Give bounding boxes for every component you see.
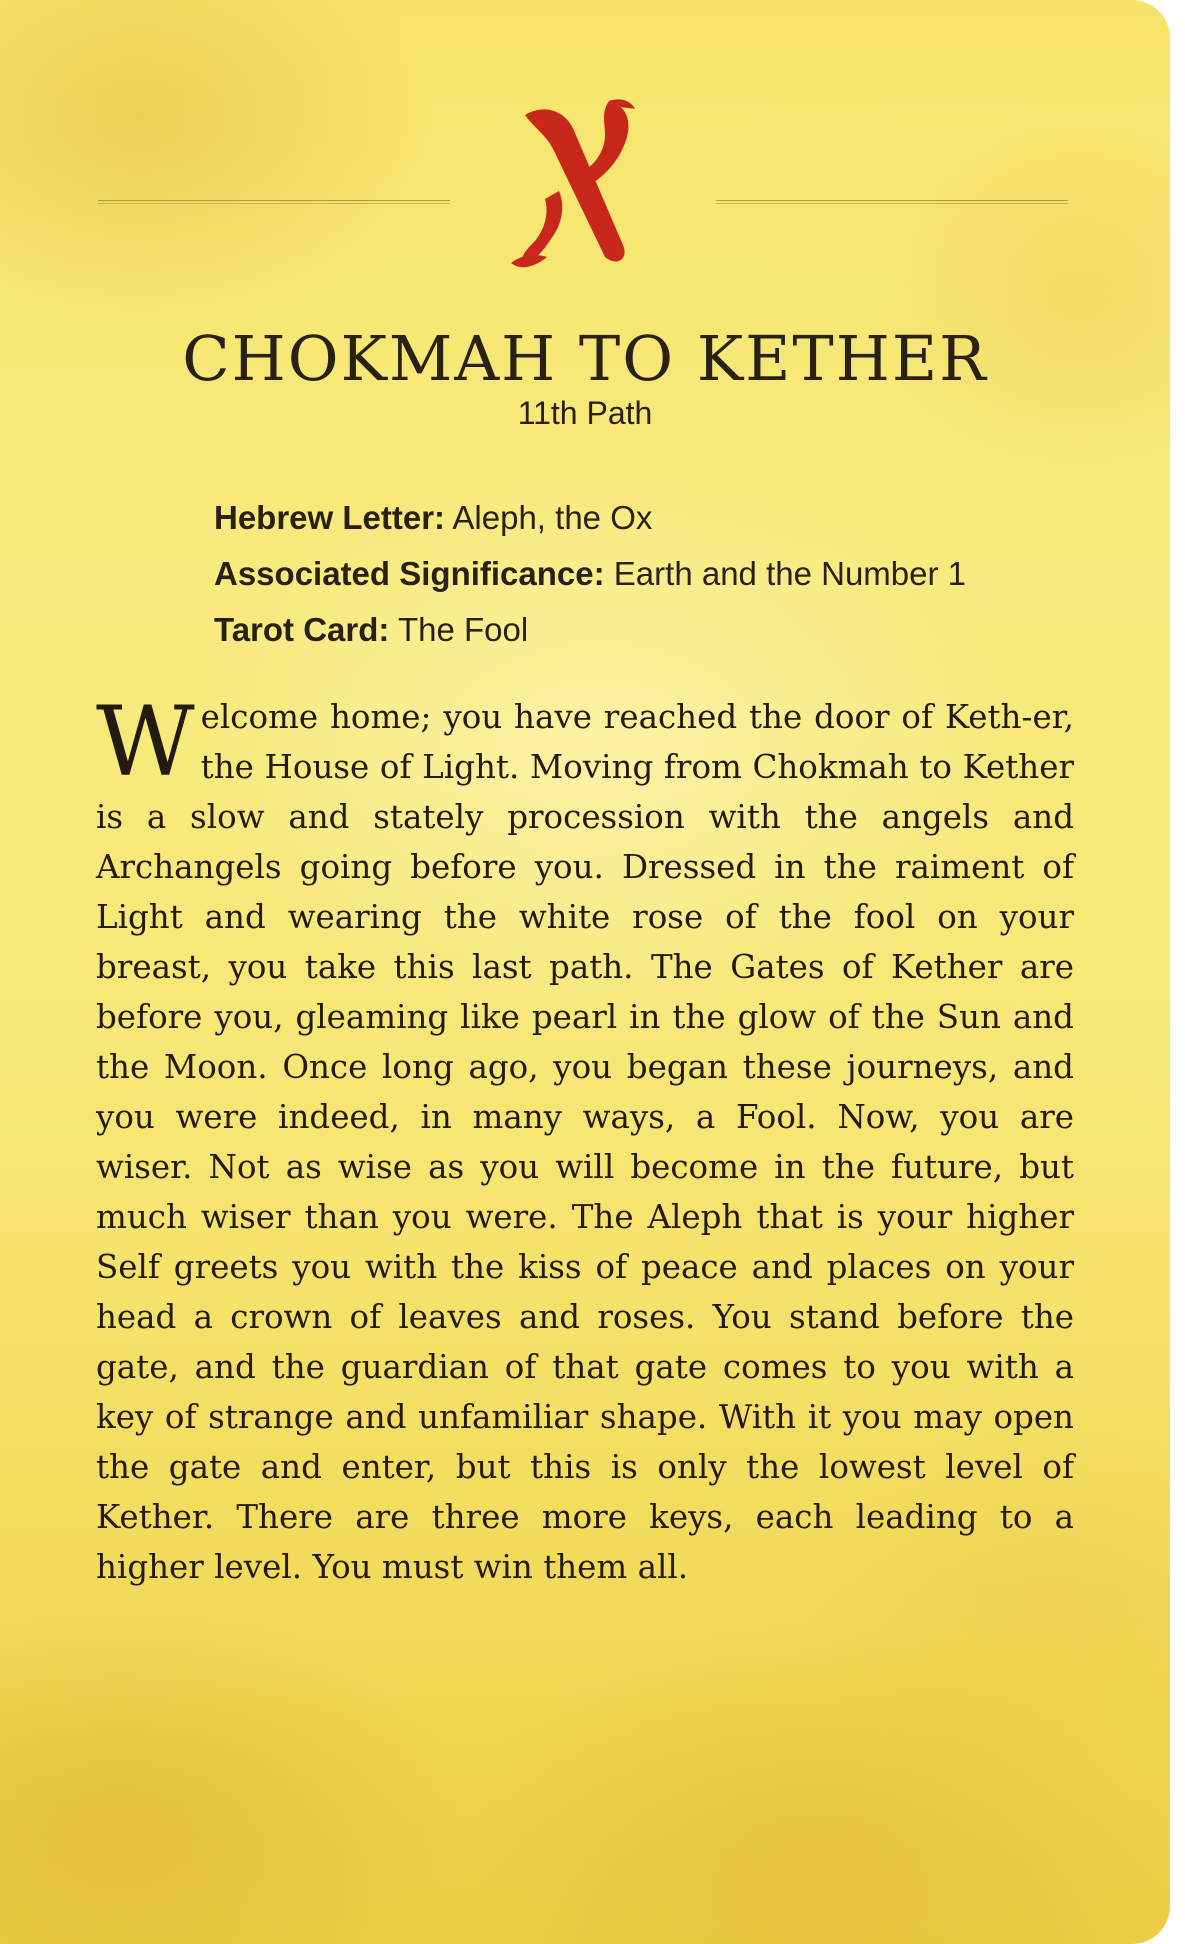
attribute-hebrew-letter (214, 490, 966, 546)
meditation-body: elcome home; you have reached the door of Keth-er, the House of Light. Moving from Chokmah to Kether is a slow and stately procession with the angels and Archangels going before you. Dressed in the raiment of Light and wearing the white rose of the fool on your breast, you take this last path. The Gates of Kether are before you, gleaming like pearl in the glow of the Sun and the Moon. Once long ago, you began these journeys, and you were indeed, in many ways, a Fool. Now, you are wiser. Not as wise as you will become in the future, but much wiser than you were. The Aleph that is your higher Self greets you with the kiss of peace and places on your head a crown of leaves and roses. You stand before the gate, and the guardian of that gate comes to you with a key of strange and unfamiliar shape. With it you may open the gate and enter, but this is only the lowest level of Kether. There are three more keys, each leading to a higher level. You must win them all. (96, 698, 1074, 1586)
card-edge (1170, 0, 1185, 1944)
path-number: 11th Path (517, 395, 653, 431)
decorative-rule-left (98, 200, 450, 204)
attribute-label: Hebrew Letter: (214, 499, 446, 536)
card-title: CHOKMAH TO KETHER (182, 322, 988, 395)
attribute-associated-significance (214, 546, 966, 602)
attribute-list (214, 490, 966, 658)
decorative-rule-right (716, 200, 1068, 204)
attribute-label: Associated Significance: (214, 555, 605, 592)
attribute-tarot-card (214, 602, 966, 658)
attribute-value: Aleph, the Ox (445, 499, 653, 536)
meditation-text (96, 686, 1074, 1592)
aleph-letter-icon (505, 95, 655, 270)
attribute-value: Earth and the Number 1 (604, 555, 966, 592)
attribute-value: The Fool (389, 611, 529, 648)
drop-cap: W (96, 686, 195, 798)
attribute-label: Tarot Card: (214, 611, 390, 648)
